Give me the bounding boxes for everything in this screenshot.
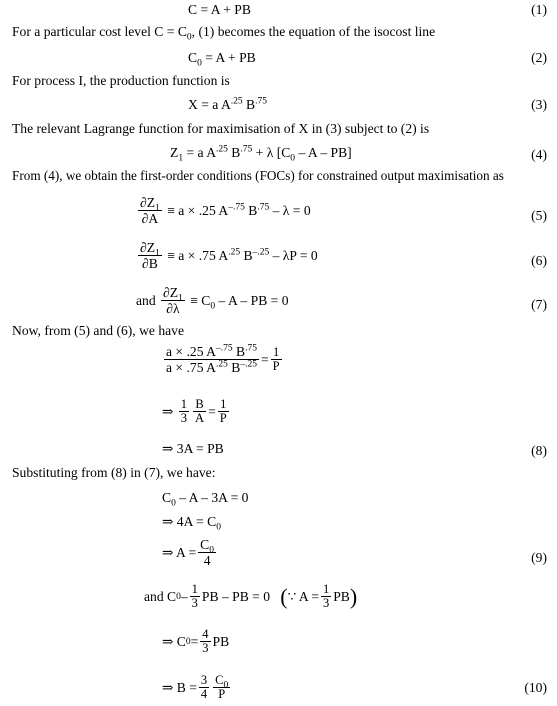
equation-6 (136, 240, 318, 271)
s1-c: – A – 3A = 0 (175, 490, 249, 505)
r1-den-c: B (227, 360, 241, 375)
r2-f2n: B (195, 397, 204, 411)
e4-c: = a A (183, 145, 217, 160)
e4-g: + λ [C (252, 145, 291, 160)
r1-rhs-fraction (271, 346, 282, 373)
r2-arrow: ⇒ (162, 403, 174, 419)
r1-den-b: .25 (215, 359, 228, 370)
e4-f: .75 (240, 144, 253, 155)
s5-c: = (190, 633, 199, 649)
s5-fraction (200, 628, 210, 655)
equation-number-5: (5) (531, 208, 547, 223)
s3-fraction (198, 537, 216, 568)
e5-den: ∂A (138, 210, 162, 226)
r2-frac-1 (179, 398, 189, 425)
r1-den-a: a × .75 A (166, 360, 216, 375)
s6-f2n-sub: 0 (223, 680, 229, 691)
paragraph-isocost (12, 24, 436, 43)
s1-a: C (162, 490, 172, 505)
substitution-line-2 (162, 514, 221, 533)
s3-a: ⇒ A = (162, 544, 197, 560)
s6-fraction-1 (199, 674, 209, 701)
s4-gfd: 3 (323, 596, 330, 610)
e6-rhs-e: – λP = 0 (269, 247, 318, 263)
substitution-line-5: ⇒ C 0 = $\frac{4}{3}$ PB (162, 627, 230, 655)
e5-num-sub: 1 (155, 203, 160, 214)
paragraph-lagrange: The relevant Lagrange function for maximisation of X in (3) subject to (2) is (12, 121, 430, 136)
r2-frac-2 (193, 398, 206, 425)
e7-rhs-b: 0 (210, 301, 216, 312)
s6-f1d: 4 (200, 687, 208, 701)
r2-f3n: 1 (220, 397, 227, 411)
r1-num-b: –.75 (215, 343, 233, 354)
r2-f3d: P (219, 411, 227, 425)
paragraph-now-from: Now, from (5) and (6), we have (12, 323, 184, 338)
s4-because: ∵ A = (287, 588, 319, 604)
s1-b: 0 (171, 498, 176, 509)
equation-number-7: (7) (531, 297, 547, 312)
e7-and: and (136, 292, 156, 308)
paragraph-isocost-a: For a particular cost level C = C (12, 24, 187, 39)
equation-5 (136, 195, 311, 226)
s3-den: 4 (198, 552, 216, 568)
e3-c: B (242, 97, 256, 112)
equation-7 (136, 285, 289, 316)
e4-e: B (227, 145, 241, 160)
s4-gtail: PB (333, 588, 350, 604)
r1-num-c: B (232, 344, 246, 359)
s6-f2d: P (213, 687, 230, 701)
s6-a: ⇒ B = (162, 679, 197, 695)
equation-number-2: (2) (531, 50, 547, 65)
e5-num: ∂Z (140, 195, 156, 210)
s4-gfn: 1 (323, 582, 330, 596)
equation-2 (188, 50, 256, 69)
e7-num-sub: 1 (178, 293, 183, 304)
e6-fraction (138, 240, 162, 271)
e5-rhs-c: B (244, 202, 258, 218)
e7-den: ∂λ (161, 300, 185, 316)
s4-paren-open: ( (280, 583, 288, 609)
e6-den: ∂B (138, 255, 162, 271)
equation-9 (162, 537, 218, 568)
s4-d: PB – PB = 0 (201, 588, 271, 604)
substitution-line-1 (162, 490, 249, 509)
s5-fd: 3 (202, 641, 209, 655)
equation-number-8: (8) (531, 443, 547, 458)
s3-num: C (200, 537, 210, 552)
paragraph-production-function: For process I, the production function is (12, 73, 230, 88)
s4-paren-close: ) (349, 583, 358, 609)
r2-frac-3 (218, 398, 229, 425)
r1-rhs-den: P (272, 359, 280, 373)
equation-3 (188, 97, 267, 113)
r1-num-a: a × .25 A (166, 344, 216, 359)
r2-f2d: A (195, 411, 205, 425)
s4-and: and (144, 588, 164, 604)
e3-a: X = a A (188, 97, 231, 112)
equation-1-text: C = A + PB (188, 2, 251, 17)
e6-rhs-d: –.25 (252, 246, 270, 257)
equation-10 (162, 674, 232, 701)
equation-8: ⇒ 3A = PB (162, 441, 224, 456)
s6-fraction-2 (213, 674, 230, 701)
r1-den-d: –.25 (240, 359, 257, 370)
e7-num: ∂Z (163, 285, 179, 300)
equation-1 (188, 2, 251, 18)
s3-num-sub: 0 (209, 545, 214, 556)
paragraph-isocost-sub: 0 (186, 32, 192, 43)
e5-rhs-d: .75 (257, 201, 270, 212)
s6-f1n: 3 (200, 673, 208, 687)
e6-num-sub: 1 (155, 248, 160, 259)
s5-fn: 4 (202, 627, 209, 641)
e6-rhs-c: B (240, 247, 253, 263)
e4-h: 0 (290, 153, 296, 164)
e6-rhs-a: ≡ a × .75 A (167, 247, 229, 263)
s4-a: C (167, 588, 177, 604)
equation-4 (170, 144, 352, 164)
equation-number-9: (9) (531, 550, 547, 565)
s2-b: 0 (216, 522, 221, 533)
r1-equals: = (260, 351, 269, 367)
s5-a: ⇒ C (162, 633, 186, 649)
e3-b: .25 (230, 96, 243, 107)
s4-fraction (190, 583, 200, 610)
e2-c: = A + PB (201, 50, 256, 65)
e6-rhs-b: .25 (228, 246, 241, 257)
e7-rhs-a: ≡ C (190, 292, 211, 308)
ratio-fraction (164, 344, 259, 375)
e3-d: .75 (255, 96, 267, 107)
e5-fraction (138, 195, 162, 226)
s6-f2n: C (215, 673, 224, 687)
r1-rhs-num: 1 (272, 345, 280, 359)
paragraph-isocost-b: , (1) becomes the equation of the isocost line (191, 24, 436, 39)
simplified-ratio (162, 398, 231, 425)
e6-num: ∂Z (140, 240, 156, 255)
s4-fd: 3 (191, 596, 198, 610)
equation-number-6: (6) (531, 253, 547, 268)
e7-fraction (161, 285, 185, 316)
s4-c: – (180, 588, 188, 604)
equation-number-1: (1) (531, 2, 547, 17)
s4-given-fraction (321, 583, 331, 610)
e4-a: Z (170, 145, 179, 160)
s4-fn: 1 (191, 582, 198, 596)
e5-rhs-a: ≡ a × .25 A (167, 202, 229, 218)
substitution-line-4: and C 0 – $\frac{1}{3}$ PB – PB = 0 ( ∵ A = $\frac{1}{3}$ PB ) (144, 582, 358, 610)
equation-number-4: (4) (531, 147, 547, 162)
e4-b: 1 (178, 153, 184, 164)
paragraph-substituting: Substituting from (8) in (7), we have: (12, 465, 216, 480)
e4-d: .25 (216, 144, 228, 155)
e2-b: 0 (197, 58, 202, 69)
e5-rhs-b: –.75 (228, 201, 245, 212)
s2-a: ⇒ 4A = C (162, 514, 217, 529)
r1-num-d: .75 (245, 343, 257, 354)
e4-i: – A – PB] (295, 145, 352, 160)
e5-rhs-e: – λ = 0 (269, 202, 311, 218)
r2-equals: = (208, 403, 216, 419)
equation-number-3: (3) (531, 97, 547, 112)
e2-a: C (188, 50, 198, 65)
s5-d: PB (212, 633, 230, 649)
r2-f1d: 3 (180, 411, 188, 425)
equation-number-10: (10) (524, 680, 547, 695)
e7-rhs-c: – A – PB = 0 (215, 292, 289, 308)
r2-f1n: 1 (180, 397, 188, 411)
ratio-equation (162, 344, 284, 375)
paragraph-foc: From (4), we obtain the first-order conditions (FOCs) for constrained output maximisation as (12, 168, 504, 183)
